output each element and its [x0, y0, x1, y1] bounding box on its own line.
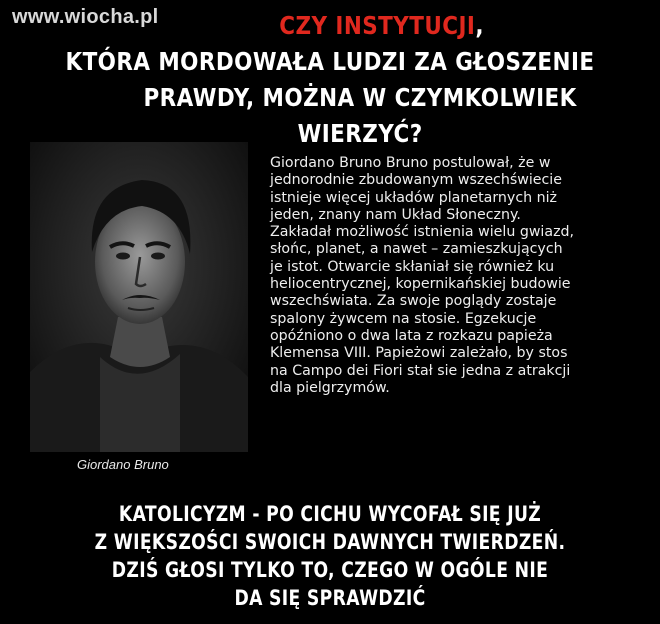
footer-statement — [59, 500, 600, 612]
portrait-caption: Giordano Bruno — [77, 457, 169, 472]
headline — [46, 8, 614, 152]
footer-line-1: KATOLICYZM - PO CICHU WYCOFAŁ SIĘ JUŻ — [118, 502, 542, 526]
headline-line-3: PRAWDY, MOŻNA W CZYMKOLWIEK WIERZYĆ? — [143, 83, 577, 148]
footer-line-3: DZIŚ GŁOSI TYLKO TO, CZEGO W OGÓLE NIE — [111, 558, 549, 582]
headline-line-1 — [46, 8, 614, 44]
site-watermark: www.wiocha.pl — [12, 6, 159, 28]
biography-text: Giordano Bruno Bruno postulował, że w jednorodnie zbudowanym wszechświecie istnieje więcej układów planetarnych niż jeden, znany nam Układ Słoneczny. Zakładał możliwość istnienia wielu gwiazd, słońc, planet, a nawet – zamieszkujących je istot. Otwarcie skłaniał się również ku heliocentrycznej, kopernikańskiej budowie wszechświata. Za swoje poglądy zostaje spalony żywcem na stosie. Egzekucje opóźniono o dwa lata z rozkazu papieża Klemensa VIII. Papieżowi zależało, by stos na Campo dei Fiori stał sie jedna z atrakcji dla pielgrzymów. — [270, 155, 575, 396]
portrait-image — [30, 142, 248, 452]
footer-line-4: DA SIĘ SPRAWDZIĆ — [234, 586, 426, 610]
headline-highlight: CZY INSTYTUCJI — [279, 11, 476, 40]
headline-comma: , — [475, 11, 484, 40]
footer-line-2: Z WIĘKSZOŚCI SWOICH DAWNYCH TWIERDZEŃ. — [94, 530, 566, 554]
headline-line-2: KTÓRA MORDOWAŁA LUDZI ZA GŁOSZENIE — [65, 47, 595, 76]
